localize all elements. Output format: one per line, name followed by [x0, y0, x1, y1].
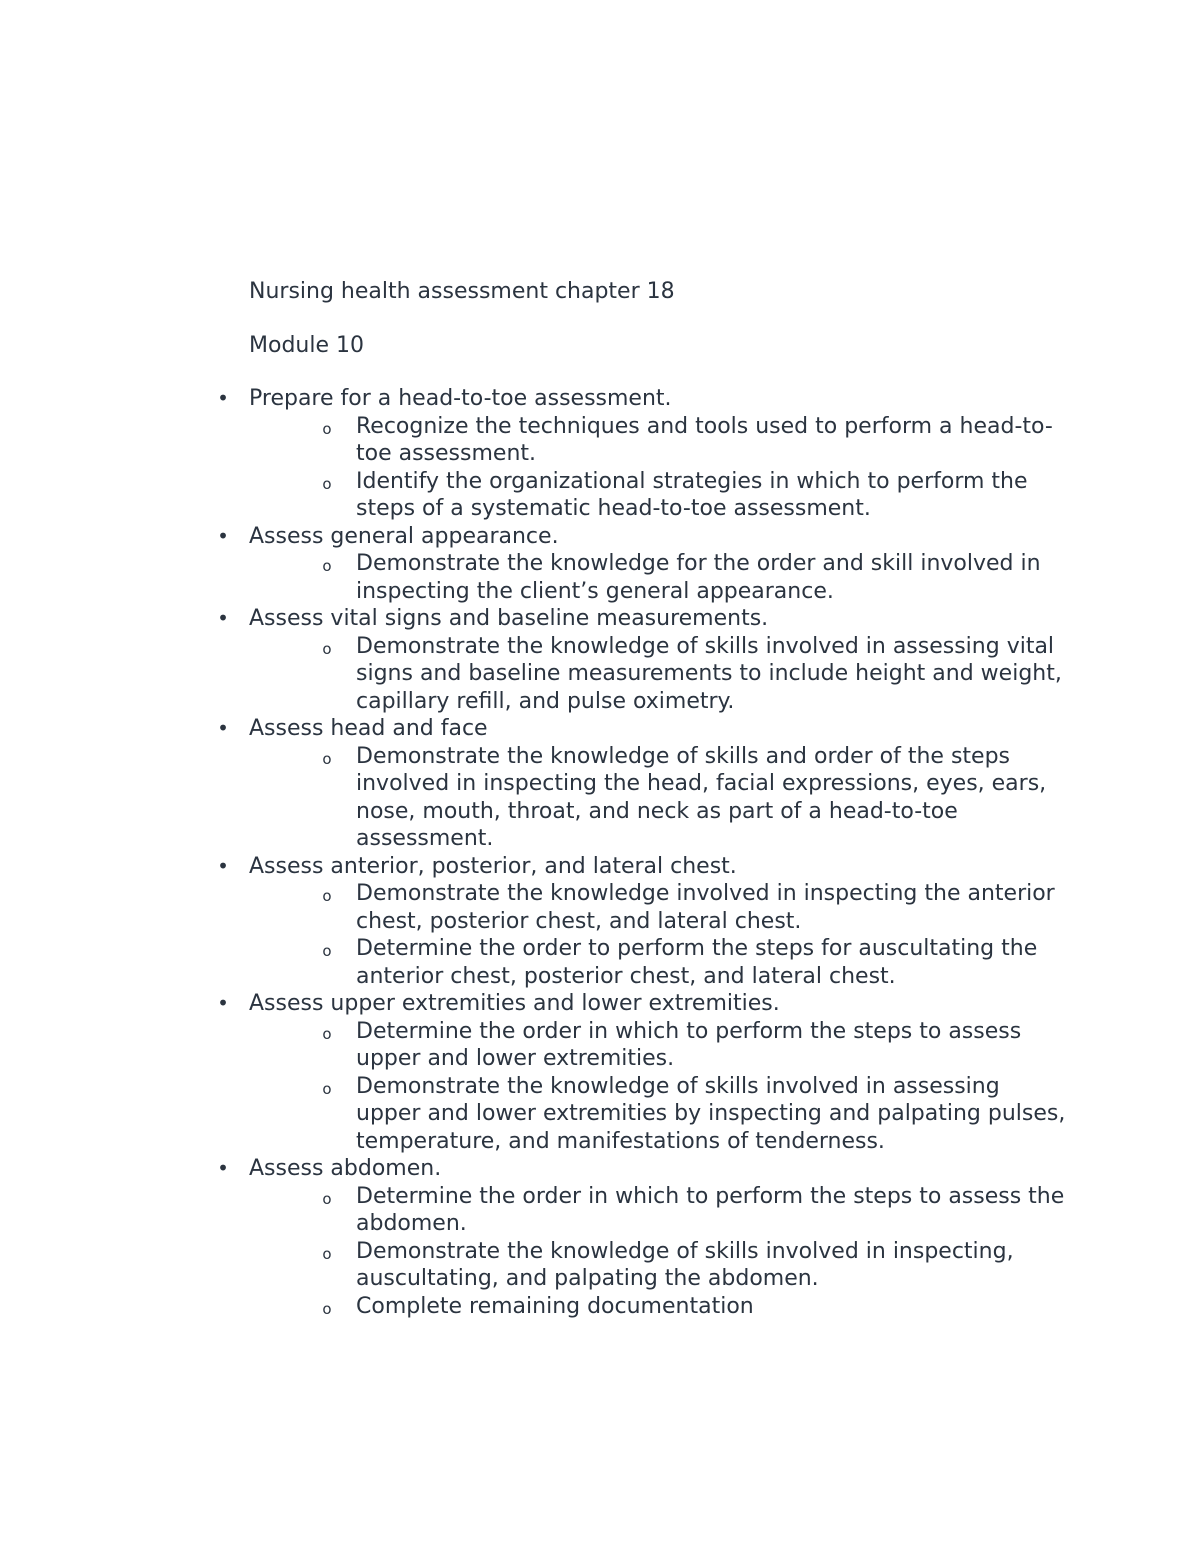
objective-text: Prepare for a head-to-toe assessment.: [249, 386, 672, 411]
sub-list-item: [322, 880, 1069, 935]
bullet-icon: •: [217, 853, 229, 878]
sub-objective-text: Demonstrate the knowledge of skills involved in inspecting, auscultating, and palpating the abdomen.: [356, 1238, 1014, 1291]
list-item: [217, 523, 1069, 606]
objective-text: Assess upper extremities and lower extremities.: [249, 991, 780, 1016]
bullet-icon: •: [217, 606, 229, 630]
circle-bullet-icon: o: [322, 1244, 332, 1263]
bullet-icon: •: [217, 1156, 229, 1180]
bullet-icon: •: [217, 716, 229, 740]
list-item: [217, 605, 1069, 715]
bullet-icon: •: [217, 991, 229, 1015]
sub-objective-text: Complete remaining documentation: [356, 1293, 754, 1319]
circle-bullet-icon: o: [322, 1079, 332, 1098]
sub-objective-text: Demonstrate the knowledge involved in inspecting the anterior chest, posterior chest, and lateral chest.: [356, 881, 1055, 934]
bullet-icon: •: [217, 523, 229, 548]
document-content: [217, 278, 1069, 1320]
sub-objective-text: Demonstrate the knowledge for the order and skill involved in inspecting the client’s general appearance.: [356, 551, 1041, 604]
document-subtitle: Module 10: [249, 332, 364, 358]
sub-objectives-list: [249, 550, 1069, 605]
objectives-list: [217, 385, 1069, 1320]
bullet-icon: •: [217, 386, 229, 410]
objective-text: Assess head and face: [249, 716, 488, 741]
sub-objectives-list: [249, 880, 1069, 990]
sub-objectives-list: [249, 1018, 1069, 1156]
sub-objectives-list: [249, 413, 1069, 523]
objective-text: Assess abdomen.: [249, 1156, 442, 1181]
circle-bullet-icon: o: [322, 1024, 332, 1043]
sub-list-item: [322, 633, 1069, 716]
circle-bullet-icon: o: [322, 639, 332, 658]
sub-objective-text: Identify the organizational strategies in which to perform the steps of a systematic head-to-toe assessment.: [356, 468, 1028, 521]
circle-bullet-icon: o: [322, 942, 332, 960]
circle-bullet-icon: o: [322, 749, 332, 768]
objective-text: Assess anterior, posterior, and lateral chest.: [249, 853, 737, 879]
sub-objective-text: Recognize the techniques and tools used to perform a head-to-toe assessment.: [356, 413, 1053, 466]
sub-objective-text: Determine the order in which to perform the steps to assess the abdomen.: [356, 1183, 1065, 1236]
sub-list-item: [322, 1183, 1069, 1238]
sub-objectives-list: [249, 743, 1069, 853]
sub-list-item: [322, 935, 1069, 990]
sub-objective-text: Demonstrate the knowledge of skills involved in assessing upper and lower extremities by inspecting and palpating pulses, temperature, and manifestations of tenderness.: [356, 1073, 1066, 1154]
objective-text: Assess general appearance.: [249, 523, 559, 549]
sub-list-item: [322, 550, 1069, 605]
sub-objective-text: Determine the order to perform the steps for auscultating the anterior chest, posterior chest, and lateral chest.: [356, 936, 1038, 989]
sub-list-item: [322, 1073, 1069, 1156]
sub-objective-text: Determine the order in which to perform the steps to assess upper and lower extremities.: [356, 1018, 1022, 1071]
sub-objective-text: Demonstrate the knowledge of skills and order of the steps involved in inspecting the head, facial expressions, eyes, ears, nose, mouth, throat, and neck as part of a head-to-toe assessment.: [356, 743, 1047, 851]
circle-bullet-icon: o: [322, 419, 332, 438]
circle-bullet-icon: o: [322, 1189, 332, 1208]
sub-list-item: [322, 1238, 1069, 1293]
list-item: [217, 853, 1069, 991]
list-item: [217, 990, 1069, 1155]
sub-objective-text: Demonstrate the knowledge of skills involved in assessing vital signs and baseline measurements to include height and weight, capillary refill, and pulse oximetry.: [356, 633, 1062, 714]
list-item: [217, 1155, 1069, 1320]
circle-bullet-icon: o: [322, 557, 332, 575]
sub-list-item: [322, 1293, 1069, 1321]
sub-list-item: [322, 743, 1069, 853]
circle-bullet-icon: o: [322, 1299, 332, 1318]
sub-objectives-list: [249, 633, 1069, 716]
sub-list-item: [322, 468, 1069, 523]
list-item: [217, 715, 1069, 853]
circle-bullet-icon: o: [322, 474, 332, 493]
circle-bullet-icon: o: [322, 887, 332, 905]
list-item: [217, 385, 1069, 523]
objective-text: Assess vital signs and baseline measurements.: [249, 606, 769, 631]
document-title: Nursing health assessment chapter 18: [249, 279, 675, 304]
sub-list-item: [322, 413, 1069, 468]
sub-list-item: [322, 1018, 1069, 1073]
sub-objectives-list: [249, 1183, 1069, 1321]
